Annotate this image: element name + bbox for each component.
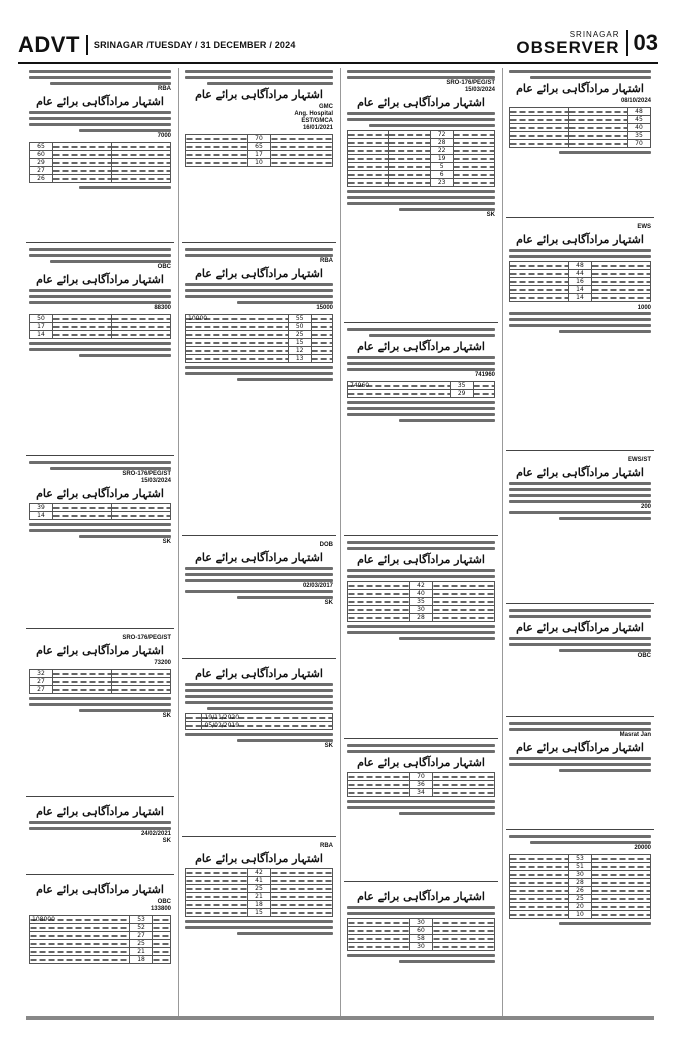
- notice: [506, 607, 654, 717]
- notice-name: Masrat Jan: [619, 732, 651, 738]
- notice-ref: OBC: [637, 653, 651, 659]
- notice-table: 19/11/2020 05/02/2019: [185, 713, 333, 730]
- notice-table: 70 36 34: [347, 772, 495, 797]
- notice-amount: 15000: [316, 305, 333, 311]
- notice-table: 32 27 27: [29, 669, 171, 694]
- notice: [506, 68, 654, 218]
- notice-heading: اشتہار مرادآگاہی برائے عام: [195, 852, 323, 865]
- notice: [506, 221, 654, 451]
- notice-amount: 88300: [154, 305, 171, 311]
- dateline: SRINAGAR /TUESDAY / 31 DECEMBER / 2024: [93, 40, 296, 50]
- notice: [26, 878, 174, 1018]
- notice-amount: 7000: [157, 133, 171, 139]
- notice: [182, 68, 336, 243]
- notice-amount: 20000: [634, 845, 651, 851]
- notice-date: 15/03/2024: [140, 478, 171, 484]
- notice-sign: SK: [162, 713, 171, 719]
- notice-ref: Ang. Hospital: [294, 111, 333, 117]
- notice-heading: اشتہار مرادآگاہی برائے عام: [195, 267, 323, 280]
- notice-heading: اشتہار مرادآگاہی برائے عام: [516, 233, 644, 246]
- notice-date: 08/10/2024: [620, 98, 651, 104]
- notice-sign: SK: [324, 743, 333, 749]
- column-1: [26, 68, 174, 1018]
- notice-table: 48 44 16 14 14: [509, 261, 651, 302]
- notice-heading: اشتہار مرادآگاہی برائے عام: [36, 487, 164, 500]
- notice-ref: RBA: [158, 86, 171, 92]
- notice-heading: اشتہار مرادآگاہی برائے عام: [516, 621, 644, 634]
- notice-heading: اشتہار مرادآگاہی برائے عام: [36, 883, 164, 896]
- column-divider: [178, 68, 179, 1018]
- notice-heading: اشتہار مرادآگاہی برائے عام: [516, 82, 644, 95]
- notice-amount: 741960: [474, 372, 495, 378]
- classified-columns: [26, 68, 654, 1018]
- notice-heading: اشتہار مرادآگاہی برائے عام: [357, 340, 485, 353]
- notice-ref: SRO-176/PEG/ST: [122, 635, 171, 641]
- notice-table: 48 45 40 35 70: [509, 107, 651, 148]
- notice-heading: اشتہار مرادآگاہی برائے عام: [357, 553, 485, 566]
- notice: [26, 68, 174, 243]
- notice-ref: EWS: [637, 224, 651, 230]
- notice-body: [29, 111, 171, 132]
- notice-heading: اشتہار مرادآگاہی برائے عام: [357, 890, 485, 903]
- page-number: 03: [626, 30, 658, 56]
- notice-date: 16/01/2021: [302, 125, 333, 131]
- notice-heading: اشتہار مرادآگاہی برائے عام: [195, 88, 323, 101]
- notice-ref: RBA: [320, 843, 333, 849]
- logo-name: OBSERVER: [516, 37, 620, 57]
- notice-table: 72 28 22 19 5 6 23: [347, 130, 495, 187]
- column-divider: [502, 68, 503, 1018]
- notice: [26, 632, 174, 797]
- section-label: ADVT: [18, 32, 80, 57]
- notice: [506, 454, 654, 604]
- notice-date: 02/03/2017: [302, 583, 333, 589]
- notice-heading: اشتہار مرادآگاہی برائے عام: [36, 95, 164, 108]
- notice-heading: اشتہار مرادآگاہی برائے عام: [36, 644, 164, 657]
- notice-heading: اشتہار مرادآگاہی برائے عام: [36, 273, 164, 286]
- notice-ref: RBA: [320, 258, 333, 264]
- notice: [506, 833, 654, 1018]
- notice: [182, 840, 336, 1018]
- notice-ref: GMC: [319, 104, 333, 110]
- notice-ref: SRO-176/PEG/ST: [122, 471, 171, 477]
- notice-heading: اشتہار مرادآگاہی برائے عام: [36, 805, 164, 818]
- notice: [26, 459, 174, 629]
- notice-date: 24/02/2021: [140, 831, 171, 837]
- newspaper-logo: [516, 31, 619, 56]
- column-divider: [340, 68, 341, 1018]
- notice-amount: 1000: [637, 305, 651, 311]
- page-footer-rule: [26, 1016, 654, 1020]
- masthead-right: [516, 30, 658, 56]
- notice-ref: EWS/ST: [627, 457, 651, 463]
- notice-table: 42 40 35 30 28: [347, 581, 495, 622]
- notice-table: 30 60 58 30: [347, 918, 495, 951]
- notice-table: 65 60 29 27 26: [29, 142, 171, 183]
- notice: [344, 68, 498, 323]
- notice-table: 108000 53 52 27 25 21 18: [29, 915, 171, 964]
- notice-table: 10000 55 50 25 15 12 13: [185, 314, 333, 363]
- notice-heading: اشتہار مرادآگاہی برائے عام: [195, 667, 323, 680]
- notice: [182, 246, 336, 536]
- notice-ref: EST/GMCA: [301, 118, 333, 124]
- notice: [344, 539, 498, 739]
- notice: [182, 662, 336, 837]
- notice: [506, 720, 654, 830]
- masthead: [18, 30, 658, 64]
- notice-amount: 200: [640, 504, 651, 510]
- notice-signature: [29, 186, 171, 189]
- notice-sign: SK: [162, 539, 171, 545]
- notice-heading: اشتہار مرادآگاہی برائے عام: [516, 741, 644, 754]
- notice-heading: اشتہار مرادآگاہی برائے عام: [357, 96, 485, 109]
- notice-sign: SK: [162, 838, 171, 844]
- column-2: [182, 68, 336, 1018]
- notice-heading: اشتہار مرادآگاہی برائے عام: [357, 756, 485, 769]
- notice-body: [29, 70, 171, 85]
- masthead-left: [18, 32, 296, 58]
- notice-date: 15/03/2024: [464, 87, 495, 93]
- masthead-divider: [86, 35, 88, 55]
- column-4: [506, 68, 654, 1018]
- notice: [26, 800, 174, 875]
- notice-table: 74960 35 29: [347, 381, 495, 398]
- notice-table: 50 17 14: [29, 314, 171, 339]
- notice-heading: اشتہار مرادآگاہی برائے عام: [195, 551, 323, 564]
- notice-sign: SK: [324, 600, 333, 606]
- notice: [182, 539, 336, 659]
- notice-amount: 133800: [150, 906, 171, 912]
- notice: [344, 326, 498, 536]
- column-3: [344, 68, 498, 1018]
- notice-heading: اشتہار مرادآگاہی برائے عام: [516, 466, 644, 479]
- notice-sign: SK: [486, 212, 495, 218]
- notice-table: 42 41 25 21 18 15: [185, 868, 333, 917]
- notice-table: 53 51 30 28 26 25 20 10: [509, 854, 651, 919]
- notice: [344, 885, 498, 1018]
- notice-ref: OBC: [157, 899, 171, 905]
- notice-ref: OBC: [157, 264, 171, 270]
- notice-amount: 73200: [154, 660, 171, 666]
- notice: [344, 742, 498, 882]
- notice: [26, 246, 174, 456]
- notice-ref: SRO-176/PEG/ST: [446, 80, 495, 86]
- notice-table: 70 65 17 10: [185, 134, 333, 167]
- notice-table: 39 14: [29, 503, 171, 520]
- notice-ref: DOB: [319, 542, 333, 548]
- logo-city: SRINAGAR: [569, 29, 620, 39]
